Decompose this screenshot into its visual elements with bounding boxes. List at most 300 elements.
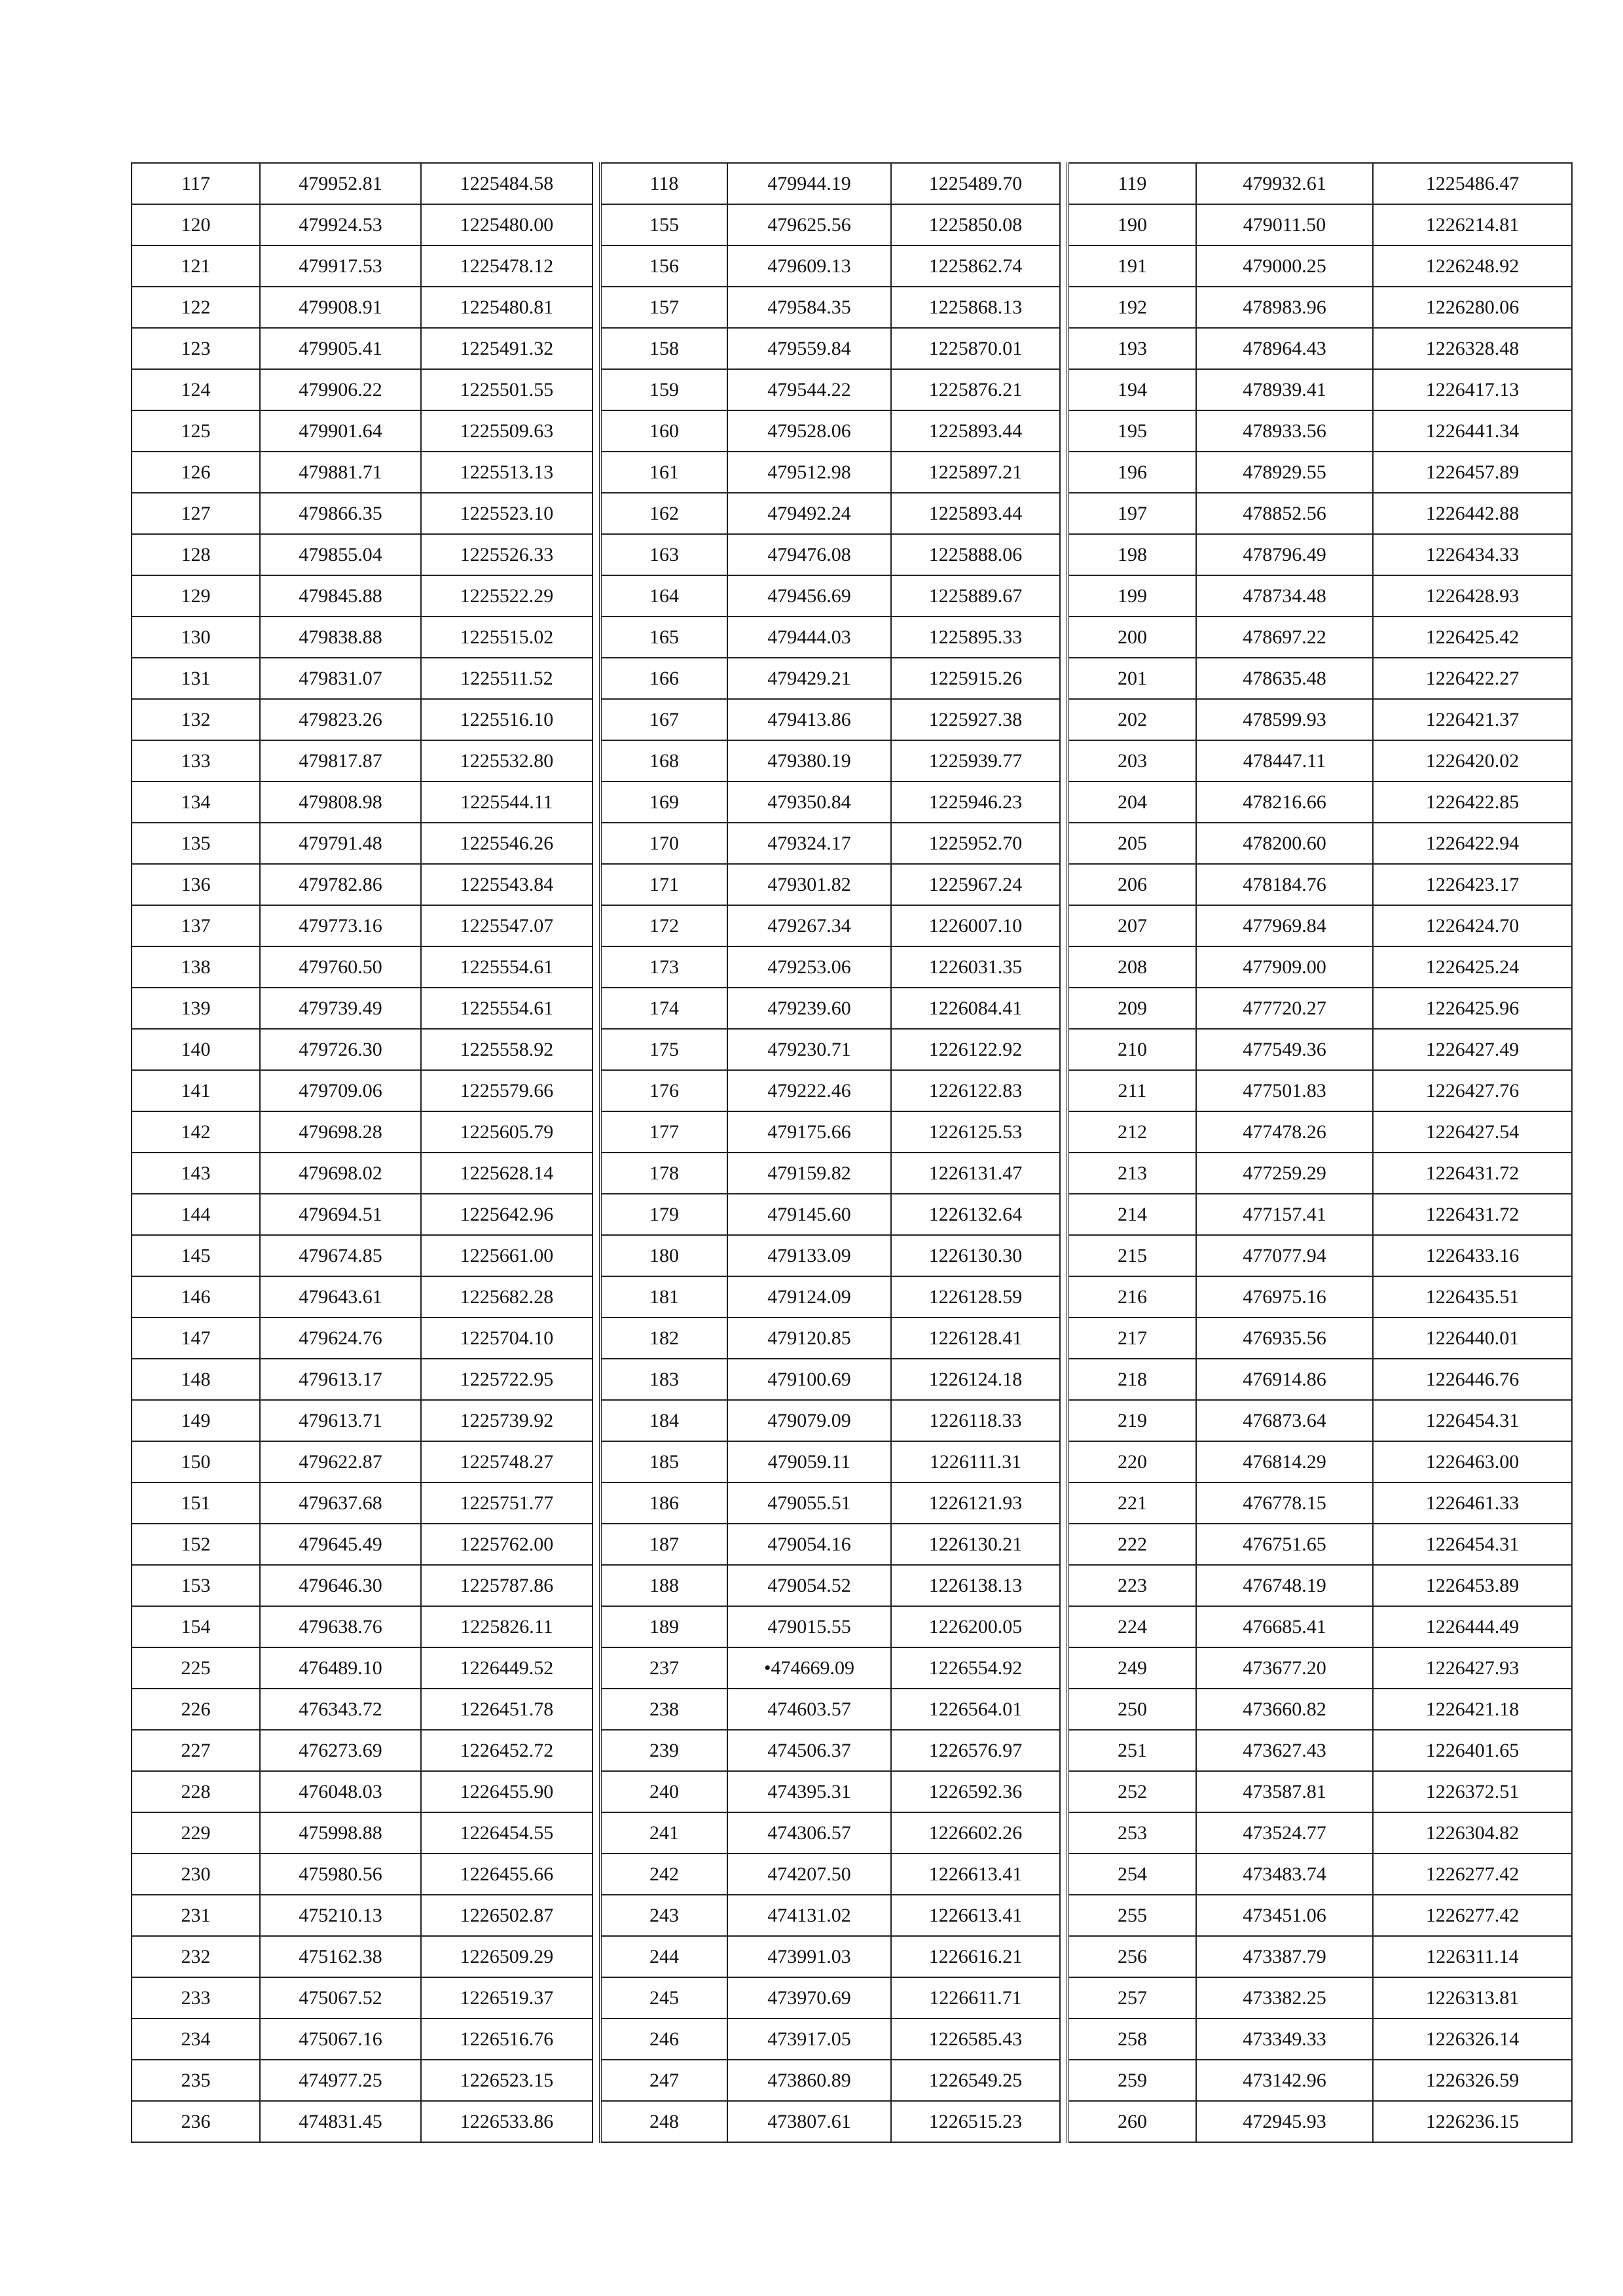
point-number-cell: 247 [600, 2060, 727, 2101]
group-separator [593, 1441, 600, 1482]
point-number-cell: 142 [132, 1111, 260, 1153]
x-coordinate-cell: 475162.38 [260, 1936, 421, 1977]
x-coordinate-cell: 476914.86 [1196, 1359, 1373, 1400]
x-coordinate-cell: 479267.34 [727, 905, 891, 946]
x-coordinate-cell: 476873.64 [1196, 1400, 1373, 1441]
x-coordinate-cell: 478964.43 [1196, 328, 1373, 369]
point-number-cell: 148 [132, 1359, 260, 1400]
x-coordinate-cell: 479544.22 [727, 369, 891, 410]
point-number-cell: 175 [600, 1029, 727, 1070]
x-coordinate-cell: 479773.16 [260, 905, 421, 946]
y-coordinate-cell: 1226007.10 [891, 905, 1060, 946]
group-separator [1060, 1318, 1068, 1359]
table-row [132, 1400, 1572, 1441]
point-number-cell: 155 [600, 204, 727, 245]
group-separator [593, 1153, 600, 1194]
table-row [132, 658, 1572, 699]
y-coordinate-cell: 1226421.18 [1373, 1689, 1572, 1730]
table-row [132, 328, 1572, 369]
y-coordinate-cell: 1225850.08 [891, 204, 1060, 245]
group-separator [1060, 1482, 1068, 1524]
group-separator [593, 245, 600, 287]
x-coordinate-cell: 479760.50 [260, 946, 421, 988]
table-row [132, 1276, 1572, 1318]
x-coordinate-cell: 474603.57 [727, 1689, 891, 1730]
x-coordinate-cell: 479791.48 [260, 823, 421, 864]
table-row [132, 1771, 1572, 1812]
x-coordinate-cell: 479905.41 [260, 328, 421, 369]
x-coordinate-cell: 479924.53 [260, 204, 421, 245]
table-row [132, 2060, 1572, 2101]
x-coordinate-cell: 479175.66 [727, 1111, 891, 1153]
group-separator [1060, 1359, 1068, 1400]
x-coordinate-cell: 479637.68 [260, 1482, 421, 1524]
point-number-cell: 177 [600, 1111, 727, 1153]
x-coordinate-cell: 474131.02 [727, 1895, 891, 1936]
group-separator [1060, 823, 1068, 864]
point-number-cell: 179 [600, 1194, 727, 1235]
point-number-cell: 229 [132, 1812, 260, 1854]
x-coordinate-cell: 474977.25 [260, 2060, 421, 2101]
x-coordinate-cell: 474207.50 [727, 1854, 891, 1895]
table-body [132, 163, 1572, 2142]
x-coordinate-cell: 478200.60 [1196, 823, 1373, 864]
y-coordinate-cell: 1226401.65 [1373, 1730, 1572, 1771]
table-row [132, 1029, 1572, 1070]
point-number-cell: 118 [600, 163, 727, 204]
group-separator [593, 410, 600, 452]
x-coordinate-cell: 479817.87 [260, 740, 421, 781]
y-coordinate-cell: 1226454.31 [1373, 1400, 1572, 1441]
point-number-cell: 169 [600, 781, 727, 823]
y-coordinate-cell: 1226435.51 [1373, 1276, 1572, 1318]
y-coordinate-cell: 1225509.63 [421, 410, 593, 452]
y-coordinate-cell: 1226446.76 [1373, 1359, 1572, 1400]
x-coordinate-cell: 476751.65 [1196, 1524, 1373, 1565]
group-separator [593, 204, 600, 245]
x-coordinate-cell: 479100.69 [727, 1359, 891, 1400]
table-row [132, 245, 1572, 287]
point-number-cell: 193 [1068, 328, 1196, 369]
group-separator [593, 1812, 600, 1854]
table-row [132, 1153, 1572, 1194]
y-coordinate-cell: 1225704.10 [421, 1318, 593, 1359]
y-coordinate-cell: 1226602.26 [891, 1812, 1060, 1854]
point-number-cell: 217 [1068, 1318, 1196, 1359]
x-coordinate-cell: 478599.93 [1196, 699, 1373, 740]
y-coordinate-cell: 1226277.42 [1373, 1854, 1572, 1895]
group-separator [1060, 2060, 1068, 2101]
y-coordinate-cell: 1226427.54 [1373, 1111, 1572, 1153]
y-coordinate-cell: 1226124.18 [891, 1359, 1060, 1400]
point-number-cell: 228 [132, 1771, 260, 1812]
point-number-cell: 170 [600, 823, 727, 864]
group-separator [593, 823, 600, 864]
group-separator [593, 2018, 600, 2060]
x-coordinate-cell: 479808.98 [260, 781, 421, 823]
point-number-cell: 159 [600, 369, 727, 410]
x-coordinate-cell: 475067.52 [260, 1977, 421, 2018]
y-coordinate-cell: 1225868.13 [891, 287, 1060, 328]
table-row [132, 575, 1572, 617]
y-coordinate-cell: 1226442.88 [1373, 493, 1572, 534]
x-coordinate-cell: 473142.96 [1196, 2060, 1373, 2101]
y-coordinate-cell: 1225511.52 [421, 658, 593, 699]
point-number-cell: 239 [600, 1730, 727, 1771]
y-coordinate-cell: 1225661.00 [421, 1235, 593, 1276]
point-number-cell: 211 [1068, 1070, 1196, 1111]
table-row [132, 1359, 1572, 1400]
y-coordinate-cell: 1225526.33 [421, 534, 593, 575]
x-coordinate-cell: 479932.61 [1196, 163, 1373, 204]
point-number-cell: 161 [600, 452, 727, 493]
y-coordinate-cell: 1225946.23 [891, 781, 1060, 823]
point-number-cell: 252 [1068, 1771, 1196, 1812]
group-separator [1060, 1812, 1068, 1854]
group-separator [593, 1895, 600, 1936]
y-coordinate-cell: 1225952.70 [891, 823, 1060, 864]
point-number-cell: 146 [132, 1276, 260, 1318]
y-coordinate-cell: 1225484.58 [421, 163, 593, 204]
y-coordinate-cell: 1226422.27 [1373, 658, 1572, 699]
point-number-cell: 223 [1068, 1565, 1196, 1606]
y-coordinate-cell: 1225642.96 [421, 1194, 593, 1235]
x-coordinate-cell: 479222.46 [727, 1070, 891, 1111]
point-number-cell: 171 [600, 864, 727, 905]
group-separator [1060, 328, 1068, 369]
group-separator [1060, 1070, 1068, 1111]
group-separator [1060, 452, 1068, 493]
point-number-cell: 183 [600, 1359, 727, 1400]
group-separator [593, 658, 600, 699]
x-coordinate-cell: 473382.25 [1196, 1977, 1373, 2018]
x-coordinate-cell: 473524.77 [1196, 1812, 1373, 1854]
x-coordinate-cell: 479624.76 [260, 1318, 421, 1359]
group-separator [593, 1111, 600, 1153]
y-coordinate-cell: 1226128.59 [891, 1276, 1060, 1318]
point-number-cell: 136 [132, 864, 260, 905]
point-number-cell: 138 [132, 946, 260, 988]
x-coordinate-cell: 473387.79 [1196, 1936, 1373, 1977]
y-coordinate-cell: 1226248.92 [1373, 245, 1572, 287]
table-row [132, 699, 1572, 740]
group-separator [1060, 988, 1068, 1029]
y-coordinate-cell: 1225547.07 [421, 905, 593, 946]
x-coordinate-cell: 479159.82 [727, 1153, 891, 1194]
table-row [132, 1524, 1572, 1565]
point-number-cell: 227 [132, 1730, 260, 1771]
group-separator [1060, 2018, 1068, 2060]
y-coordinate-cell: 1225870.01 [891, 328, 1060, 369]
y-coordinate-cell: 1226449.52 [421, 1647, 593, 1689]
table-row [132, 1070, 1572, 1111]
x-coordinate-cell: 476489.10 [260, 1647, 421, 1689]
y-coordinate-cell: 1226592.36 [891, 1771, 1060, 1812]
y-coordinate-cell: 1225544.11 [421, 781, 593, 823]
x-coordinate-cell: 479643.61 [260, 1276, 421, 1318]
group-separator [1060, 163, 1068, 204]
point-number-cell: 145 [132, 1235, 260, 1276]
x-coordinate-cell: 473349.33 [1196, 2018, 1373, 2060]
table-row [132, 287, 1572, 328]
y-coordinate-cell: 1226452.72 [421, 1730, 593, 1771]
x-coordinate-cell: 478983.96 [1196, 287, 1373, 328]
point-number-cell: 180 [600, 1235, 727, 1276]
y-coordinate-cell: 1226138.13 [891, 1565, 1060, 1606]
y-coordinate-cell: 1225489.70 [891, 163, 1060, 204]
x-coordinate-cell: 476273.69 [260, 1730, 421, 1771]
x-coordinate-cell: 479380.19 [727, 740, 891, 781]
point-number-cell: 151 [132, 1482, 260, 1524]
x-coordinate-cell: 473660.82 [1196, 1689, 1373, 1730]
x-coordinate-cell: 475210.13 [260, 1895, 421, 1936]
point-number-cell: 133 [132, 740, 260, 781]
group-separator [1060, 369, 1068, 410]
y-coordinate-cell: 1226427.49 [1373, 1029, 1572, 1070]
x-coordinate-cell: 478635.48 [1196, 658, 1373, 699]
y-coordinate-cell: 1225787.86 [421, 1565, 593, 1606]
point-number-cell: 224 [1068, 1606, 1196, 1647]
y-coordinate-cell: 1225826.11 [421, 1606, 593, 1647]
point-number-cell: 245 [600, 1977, 727, 2018]
y-coordinate-cell: 1226454.55 [421, 1812, 593, 1854]
table-row [132, 740, 1572, 781]
group-separator [1060, 534, 1068, 575]
group-separator [593, 1524, 600, 1565]
x-coordinate-cell: 477969.84 [1196, 905, 1373, 946]
x-coordinate-cell: 479694.51 [260, 1194, 421, 1235]
y-coordinate-cell: 1225579.66 [421, 1070, 593, 1111]
point-number-cell: 204 [1068, 781, 1196, 823]
group-separator [593, 1359, 600, 1400]
table-row [132, 1194, 1572, 1235]
point-number-cell: 243 [600, 1895, 727, 1936]
y-coordinate-cell: 1225895.33 [891, 617, 1060, 658]
x-coordinate-cell: 477259.29 [1196, 1153, 1373, 1194]
group-separator [593, 1689, 600, 1730]
group-separator [593, 1400, 600, 1441]
table-row [132, 493, 1572, 534]
point-number-cell: 154 [132, 1606, 260, 1647]
x-coordinate-cell: 473677.20 [1196, 1647, 1373, 1689]
group-separator [593, 1730, 600, 1771]
x-coordinate-cell: 479230.71 [727, 1029, 891, 1070]
x-coordinate-cell: 479855.04 [260, 534, 421, 575]
group-separator [593, 493, 600, 534]
y-coordinate-cell: 1225522.29 [421, 575, 593, 617]
point-number-cell: 195 [1068, 410, 1196, 452]
point-number-cell: 157 [600, 287, 727, 328]
x-coordinate-cell: 479584.35 [727, 287, 891, 328]
group-separator [1060, 2101, 1068, 2142]
point-number-cell: 192 [1068, 287, 1196, 328]
x-coordinate-cell: 479823.26 [260, 699, 421, 740]
group-separator [593, 328, 600, 369]
y-coordinate-cell: 1226453.89 [1373, 1565, 1572, 1606]
group-separator [1060, 1029, 1068, 1070]
y-coordinate-cell: 1226328.48 [1373, 328, 1572, 369]
y-coordinate-cell: 1226519.37 [421, 1977, 593, 2018]
table-row [132, 1936, 1572, 1977]
x-coordinate-cell: 479709.06 [260, 1070, 421, 1111]
x-coordinate-cell: 473807.61 [727, 2101, 891, 2142]
point-number-cell: 198 [1068, 534, 1196, 575]
y-coordinate-cell: 1225501.55 [421, 369, 593, 410]
y-coordinate-cell: 1226118.33 [891, 1400, 1060, 1441]
point-number-cell: 141 [132, 1070, 260, 1111]
y-coordinate-cell: 1225682.28 [421, 1276, 593, 1318]
x-coordinate-cell: 477077.94 [1196, 1235, 1373, 1276]
table-row [132, 946, 1572, 988]
y-coordinate-cell: 1226326.59 [1373, 2060, 1572, 2101]
y-coordinate-cell: 1226280.06 [1373, 287, 1572, 328]
group-separator [1060, 740, 1068, 781]
group-separator [593, 864, 600, 905]
x-coordinate-cell: 479674.85 [260, 1235, 421, 1276]
y-coordinate-cell: 1226533.86 [421, 2101, 593, 2142]
y-coordinate-cell: 1226236.15 [1373, 2101, 1572, 2142]
x-coordinate-cell: 479901.64 [260, 410, 421, 452]
point-number-cell: 117 [132, 163, 260, 204]
group-separator [1060, 1647, 1068, 1689]
point-number-cell: 144 [132, 1194, 260, 1235]
point-number-cell: 242 [600, 1854, 727, 1895]
x-coordinate-cell: 479000.25 [1196, 245, 1373, 287]
group-separator [593, 946, 600, 988]
point-number-cell: 255 [1068, 1895, 1196, 1936]
group-separator [593, 534, 600, 575]
group-separator [593, 1606, 600, 1647]
point-number-cell: 181 [600, 1276, 727, 1318]
table-row [132, 1730, 1572, 1771]
point-number-cell: 127 [132, 493, 260, 534]
x-coordinate-cell: 477157.41 [1196, 1194, 1373, 1235]
y-coordinate-cell: 1226515.23 [891, 2101, 1060, 2142]
y-coordinate-cell: 1226425.96 [1373, 988, 1572, 1029]
point-number-cell: 158 [600, 328, 727, 369]
group-separator [593, 1318, 600, 1359]
y-coordinate-cell: 1226122.92 [891, 1029, 1060, 1070]
table-row [132, 1895, 1572, 1936]
x-coordinate-cell: 478447.11 [1196, 740, 1373, 781]
y-coordinate-cell: 1226125.53 [891, 1111, 1060, 1153]
point-number-cell: 207 [1068, 905, 1196, 946]
y-coordinate-cell: 1226463.00 [1373, 1441, 1572, 1482]
point-number-cell: 188 [600, 1565, 727, 1606]
x-coordinate-cell: 479456.69 [727, 575, 891, 617]
point-number-cell: 126 [132, 452, 260, 493]
x-coordinate-cell: 477549.36 [1196, 1029, 1373, 1070]
x-coordinate-cell: 473587.81 [1196, 1771, 1373, 1812]
x-coordinate-cell: 478184.76 [1196, 864, 1373, 905]
y-coordinate-cell: 1226200.05 [891, 1606, 1060, 1647]
point-number-cell: 236 [132, 2101, 260, 2142]
point-number-cell: 219 [1068, 1400, 1196, 1441]
x-coordinate-cell: 476748.19 [1196, 1565, 1373, 1606]
point-number-cell: 121 [132, 245, 260, 287]
table-row [132, 1441, 1572, 1482]
y-coordinate-cell: 1226424.70 [1373, 905, 1572, 946]
group-separator [1060, 1111, 1068, 1153]
group-separator [593, 1977, 600, 2018]
point-number-cell: 178 [600, 1153, 727, 1194]
point-number-cell: 213 [1068, 1153, 1196, 1194]
x-coordinate-cell: 479120.85 [727, 1318, 891, 1359]
x-coordinate-cell: 479908.91 [260, 287, 421, 328]
point-number-cell: 168 [600, 740, 727, 781]
y-coordinate-cell: 1226304.82 [1373, 1812, 1572, 1854]
y-coordinate-cell: 1226509.29 [421, 1936, 593, 1977]
y-coordinate-cell: 1226423.17 [1373, 864, 1572, 905]
point-number-cell: 256 [1068, 1936, 1196, 1977]
group-separator [1060, 617, 1068, 658]
x-coordinate-cell: 473627.43 [1196, 1730, 1373, 1771]
table-row [132, 864, 1572, 905]
group-separator [1060, 1441, 1068, 1482]
y-coordinate-cell: 1226084.41 [891, 988, 1060, 1029]
point-number-cell: 184 [600, 1400, 727, 1441]
y-coordinate-cell: 1226128.41 [891, 1318, 1060, 1359]
group-separator [593, 1482, 600, 1524]
point-number-cell: 172 [600, 905, 727, 946]
group-separator [1060, 287, 1068, 328]
x-coordinate-cell: 478796.49 [1196, 534, 1373, 575]
y-coordinate-cell: 1225480.00 [421, 204, 593, 245]
point-number-cell: 190 [1068, 204, 1196, 245]
y-coordinate-cell: 1226516.76 [421, 2018, 593, 2060]
x-coordinate-cell: 476685.41 [1196, 1606, 1373, 1647]
point-number-cell: 173 [600, 946, 727, 988]
point-number-cell: 244 [600, 1936, 727, 1977]
x-coordinate-cell: 479145.60 [727, 1194, 891, 1235]
group-separator [1060, 658, 1068, 699]
point-number-cell: 258 [1068, 2018, 1196, 2060]
y-coordinate-cell: 1226131.47 [891, 1153, 1060, 1194]
point-number-cell: 205 [1068, 823, 1196, 864]
x-coordinate-cell: 479055.51 [727, 1482, 891, 1524]
x-coordinate-cell: 479944.19 [727, 163, 891, 204]
point-number-cell: 218 [1068, 1359, 1196, 1400]
x-coordinate-cell: 477720.27 [1196, 988, 1373, 1029]
x-coordinate-cell: 473483.74 [1196, 1854, 1373, 1895]
group-separator [593, 1565, 600, 1606]
y-coordinate-cell: 1225915.26 [891, 658, 1060, 699]
y-coordinate-cell: 1226451.78 [421, 1689, 593, 1730]
y-coordinate-cell: 1225893.44 [891, 493, 1060, 534]
point-number-cell: 152 [132, 1524, 260, 1565]
group-separator [1060, 1276, 1068, 1318]
x-coordinate-cell: 479917.53 [260, 245, 421, 287]
y-coordinate-cell: 1226613.41 [891, 1854, 1060, 1895]
x-coordinate-cell: 474306.57 [727, 1812, 891, 1854]
point-number-cell: 210 [1068, 1029, 1196, 1070]
x-coordinate-cell: 479782.86 [260, 864, 421, 905]
group-separator [1060, 1854, 1068, 1895]
x-coordinate-cell: 479831.07 [260, 658, 421, 699]
x-coordinate-cell: 478852.56 [1196, 493, 1373, 534]
group-separator [1060, 1606, 1068, 1647]
x-coordinate-cell: 479324.17 [727, 823, 891, 864]
x-coordinate-cell: 479476.08 [727, 534, 891, 575]
table-row [132, 781, 1572, 823]
group-separator [1060, 1565, 1068, 1606]
group-separator [1060, 864, 1068, 905]
point-number-cell: 215 [1068, 1235, 1196, 1276]
y-coordinate-cell: 1225491.32 [421, 328, 593, 369]
point-number-cell: 230 [132, 1854, 260, 1895]
point-number-cell: 119 [1068, 163, 1196, 204]
y-coordinate-cell: 1225762.00 [421, 1524, 593, 1565]
